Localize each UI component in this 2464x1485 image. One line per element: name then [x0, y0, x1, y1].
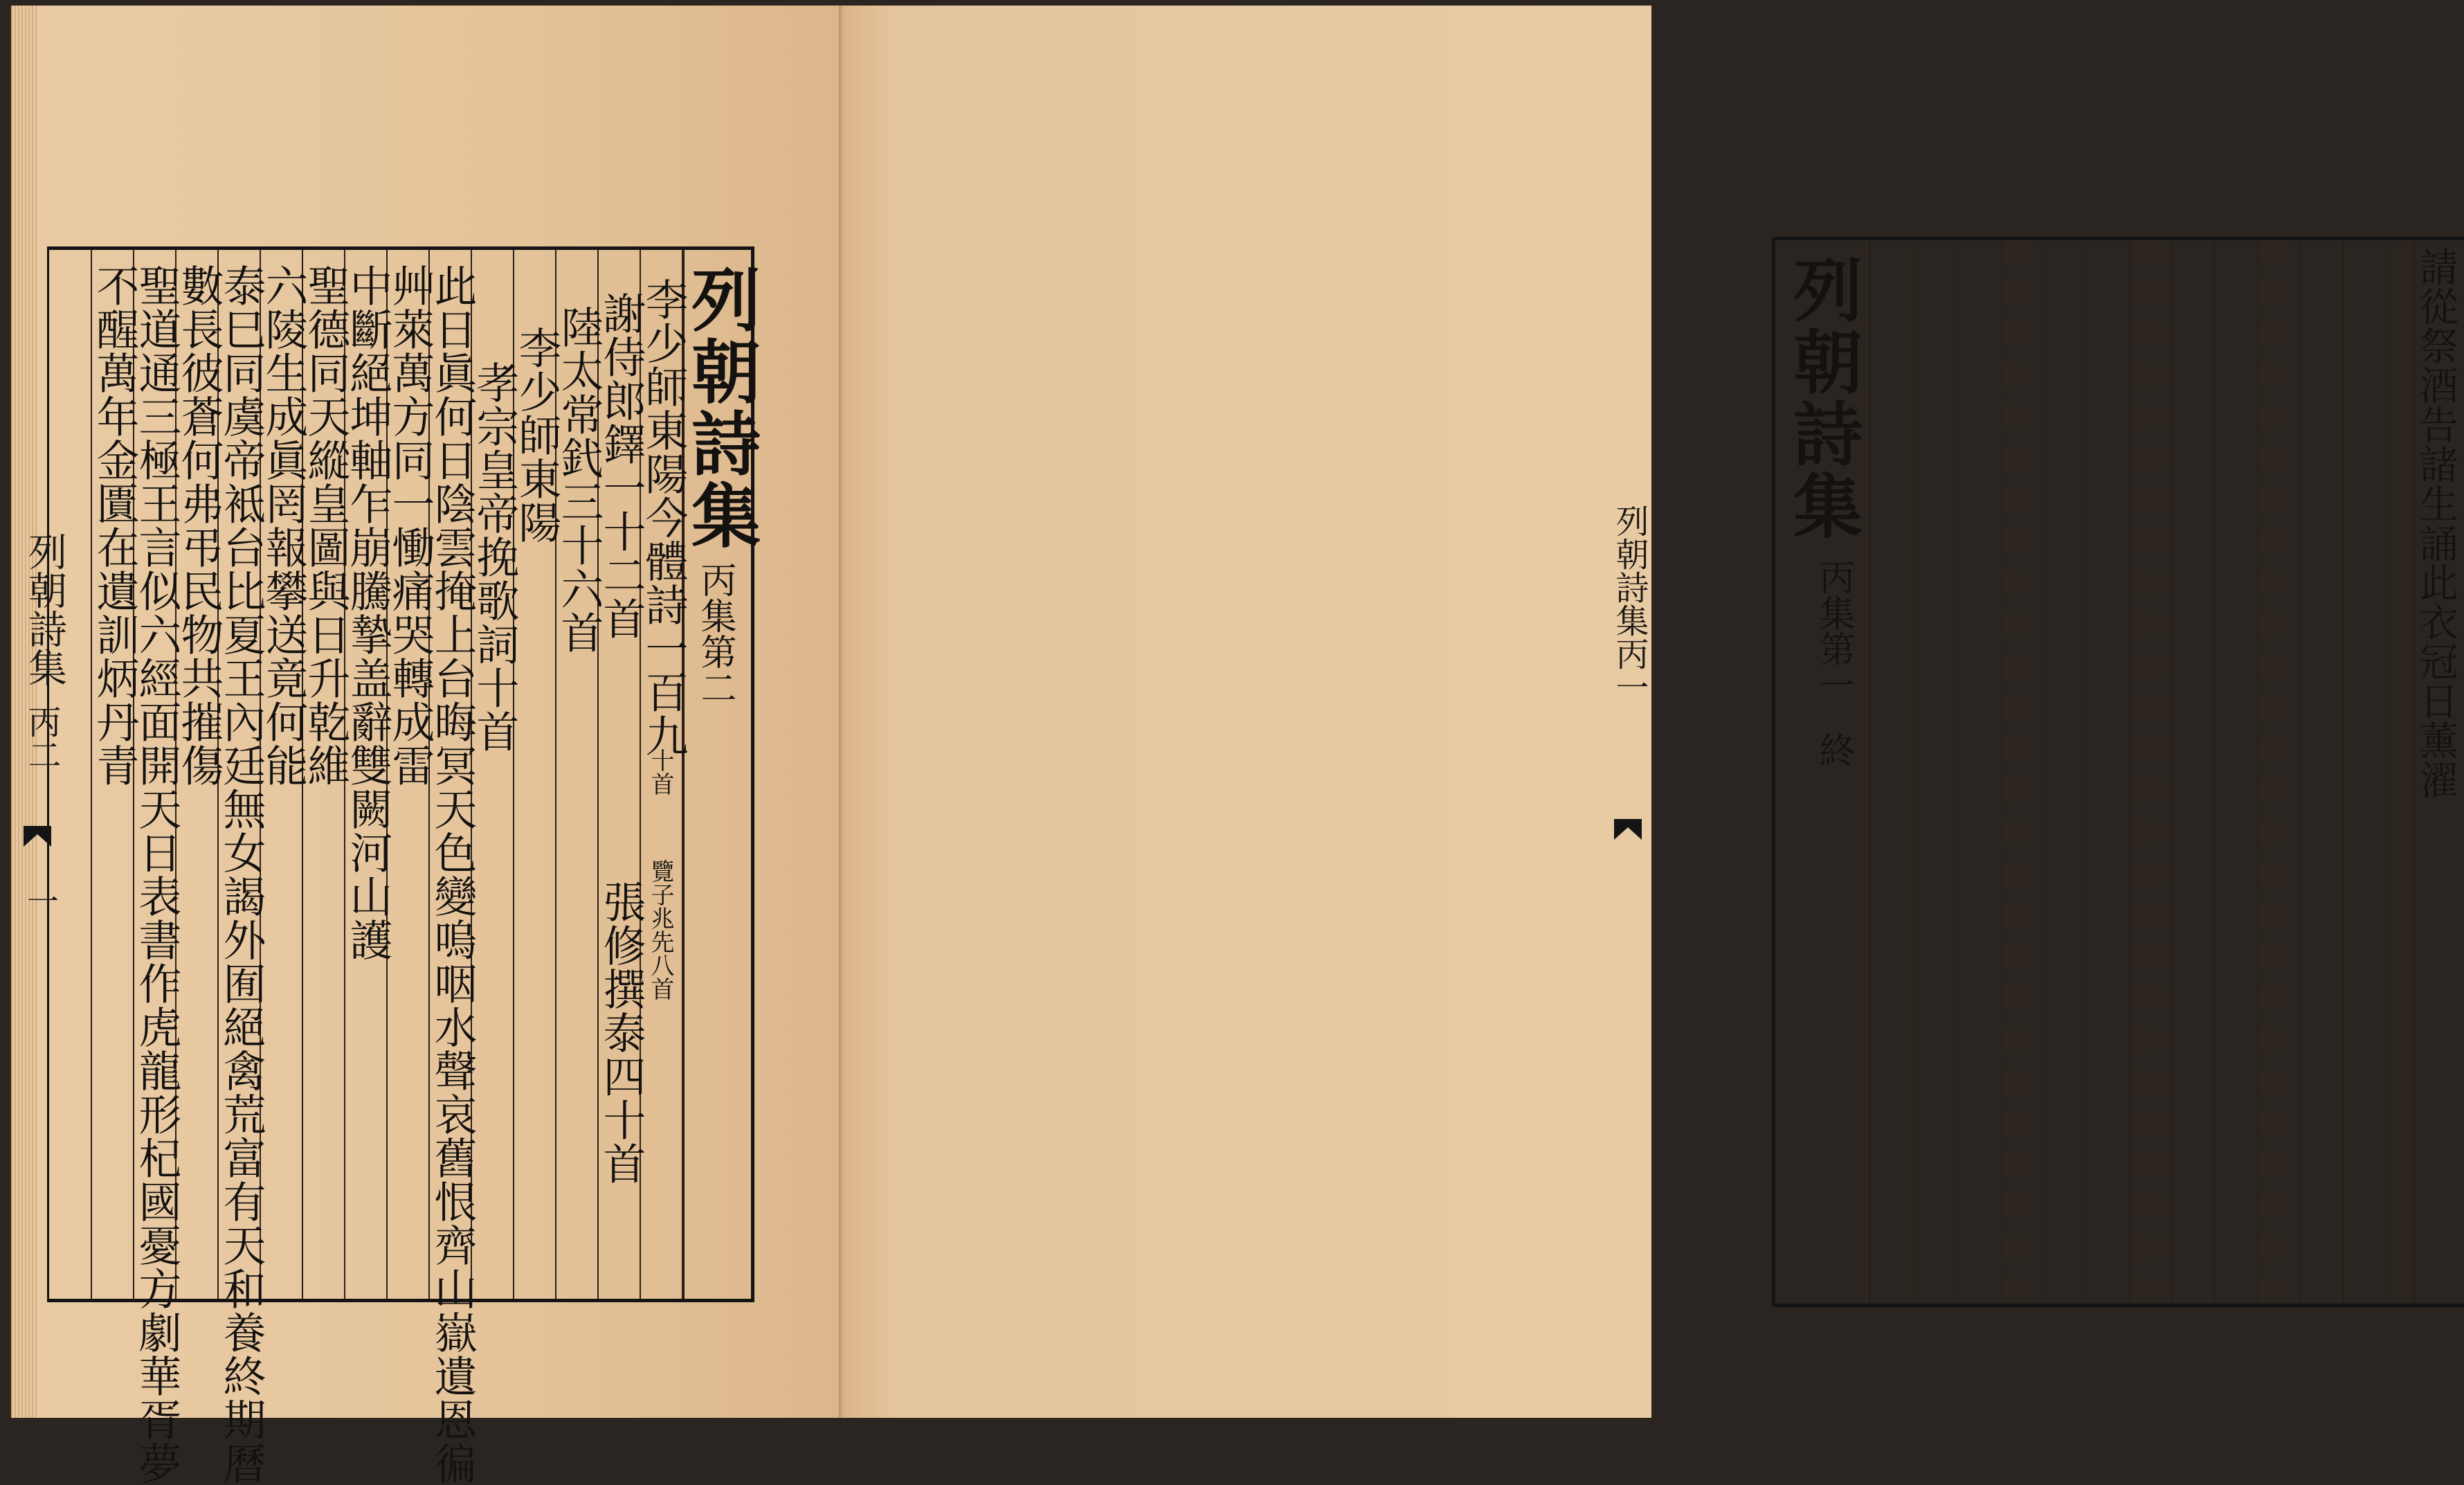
poem-line-4: 聖德同天縱皇圖與日升乾維 — [300, 264, 351, 787]
poem-line-5: 六陵生成眞罔報攀送竟何能 — [258, 264, 309, 787]
left-page — [11, 6, 842, 1485]
poem-line-7: 數長彼蒼何弗弔民物共摧傷 — [174, 264, 224, 787]
toc-entry-1-cont: 十首 — [646, 748, 674, 795]
poem-line-8: 聖道通三極王言似六經面開天日表書作虎龍形杞國憂方劇華胥夢 — [132, 264, 182, 1485]
right-fishtail-mark — [1614, 819, 1642, 840]
poem-line-2: 艸萊萬方同一慟痛哭轉成雷 — [385, 264, 435, 787]
toc-entry-2-author: 張修撰泰四十首 — [596, 880, 646, 1185]
section-author: 李少師東陽 — [511, 326, 562, 544]
left-volume-label: 丙集第二 — [694, 561, 736, 705]
book-spread — [11, 6, 2458, 1485]
left-text-frame — [47, 246, 761, 1485]
poem-line-9: 不醒萬年金匱在遺訓炳丹青 — [89, 264, 140, 787]
toc-entry-1: 李少師東陽今體詩一百九 — [638, 278, 689, 757]
poem-line-6: 泰巳同虞帝袛台比夏王內廷無女謁外囿絕禽荒富有天和養終期曆 — [216, 264, 266, 1485]
right-edge-column: 請從祭酒告諸生誦此衣冠日薰濯 — [2413, 247, 2458, 800]
left-margin-volume: 丙二 — [22, 705, 61, 771]
toc-entry-3: 陸太常釴三十六首 — [554, 305, 604, 654]
left-page-title: 列朝詩集 — [680, 264, 761, 552]
right-end-text: 丙集第一 — [1813, 559, 1854, 703]
poem-title: 孝宗皇帝挽歌詞十首 — [469, 361, 520, 753]
poem-line-1: 此日眞何日陰雲掩上台晦冥天色變嗚咽水聲哀舊恨齊山嶽遺恩徧 — [427, 264, 478, 1485]
right-page — [844, 6, 2458, 1418]
right-margin-title: 列朝詩集丙一 — [1610, 504, 1649, 703]
right-text-frame — [1772, 237, 2464, 1307]
poem-line-3: 中斷絕坤軸乍崩騰摯盖辭雙闕河山護 — [343, 264, 393, 962]
right-page-title: 列朝詩集 — [1782, 254, 1863, 542]
left-margin-title: 列朝詩集 — [22, 532, 67, 687]
left-margin-page: 一 — [22, 885, 60, 917]
toc-entry-1-note: 覽子兆先八首 — [646, 859, 674, 1000]
toc-entry-2: 謝侍郎鐸一十二首 — [596, 291, 646, 640]
right-end-mark: 終 — [1813, 732, 1854, 768]
